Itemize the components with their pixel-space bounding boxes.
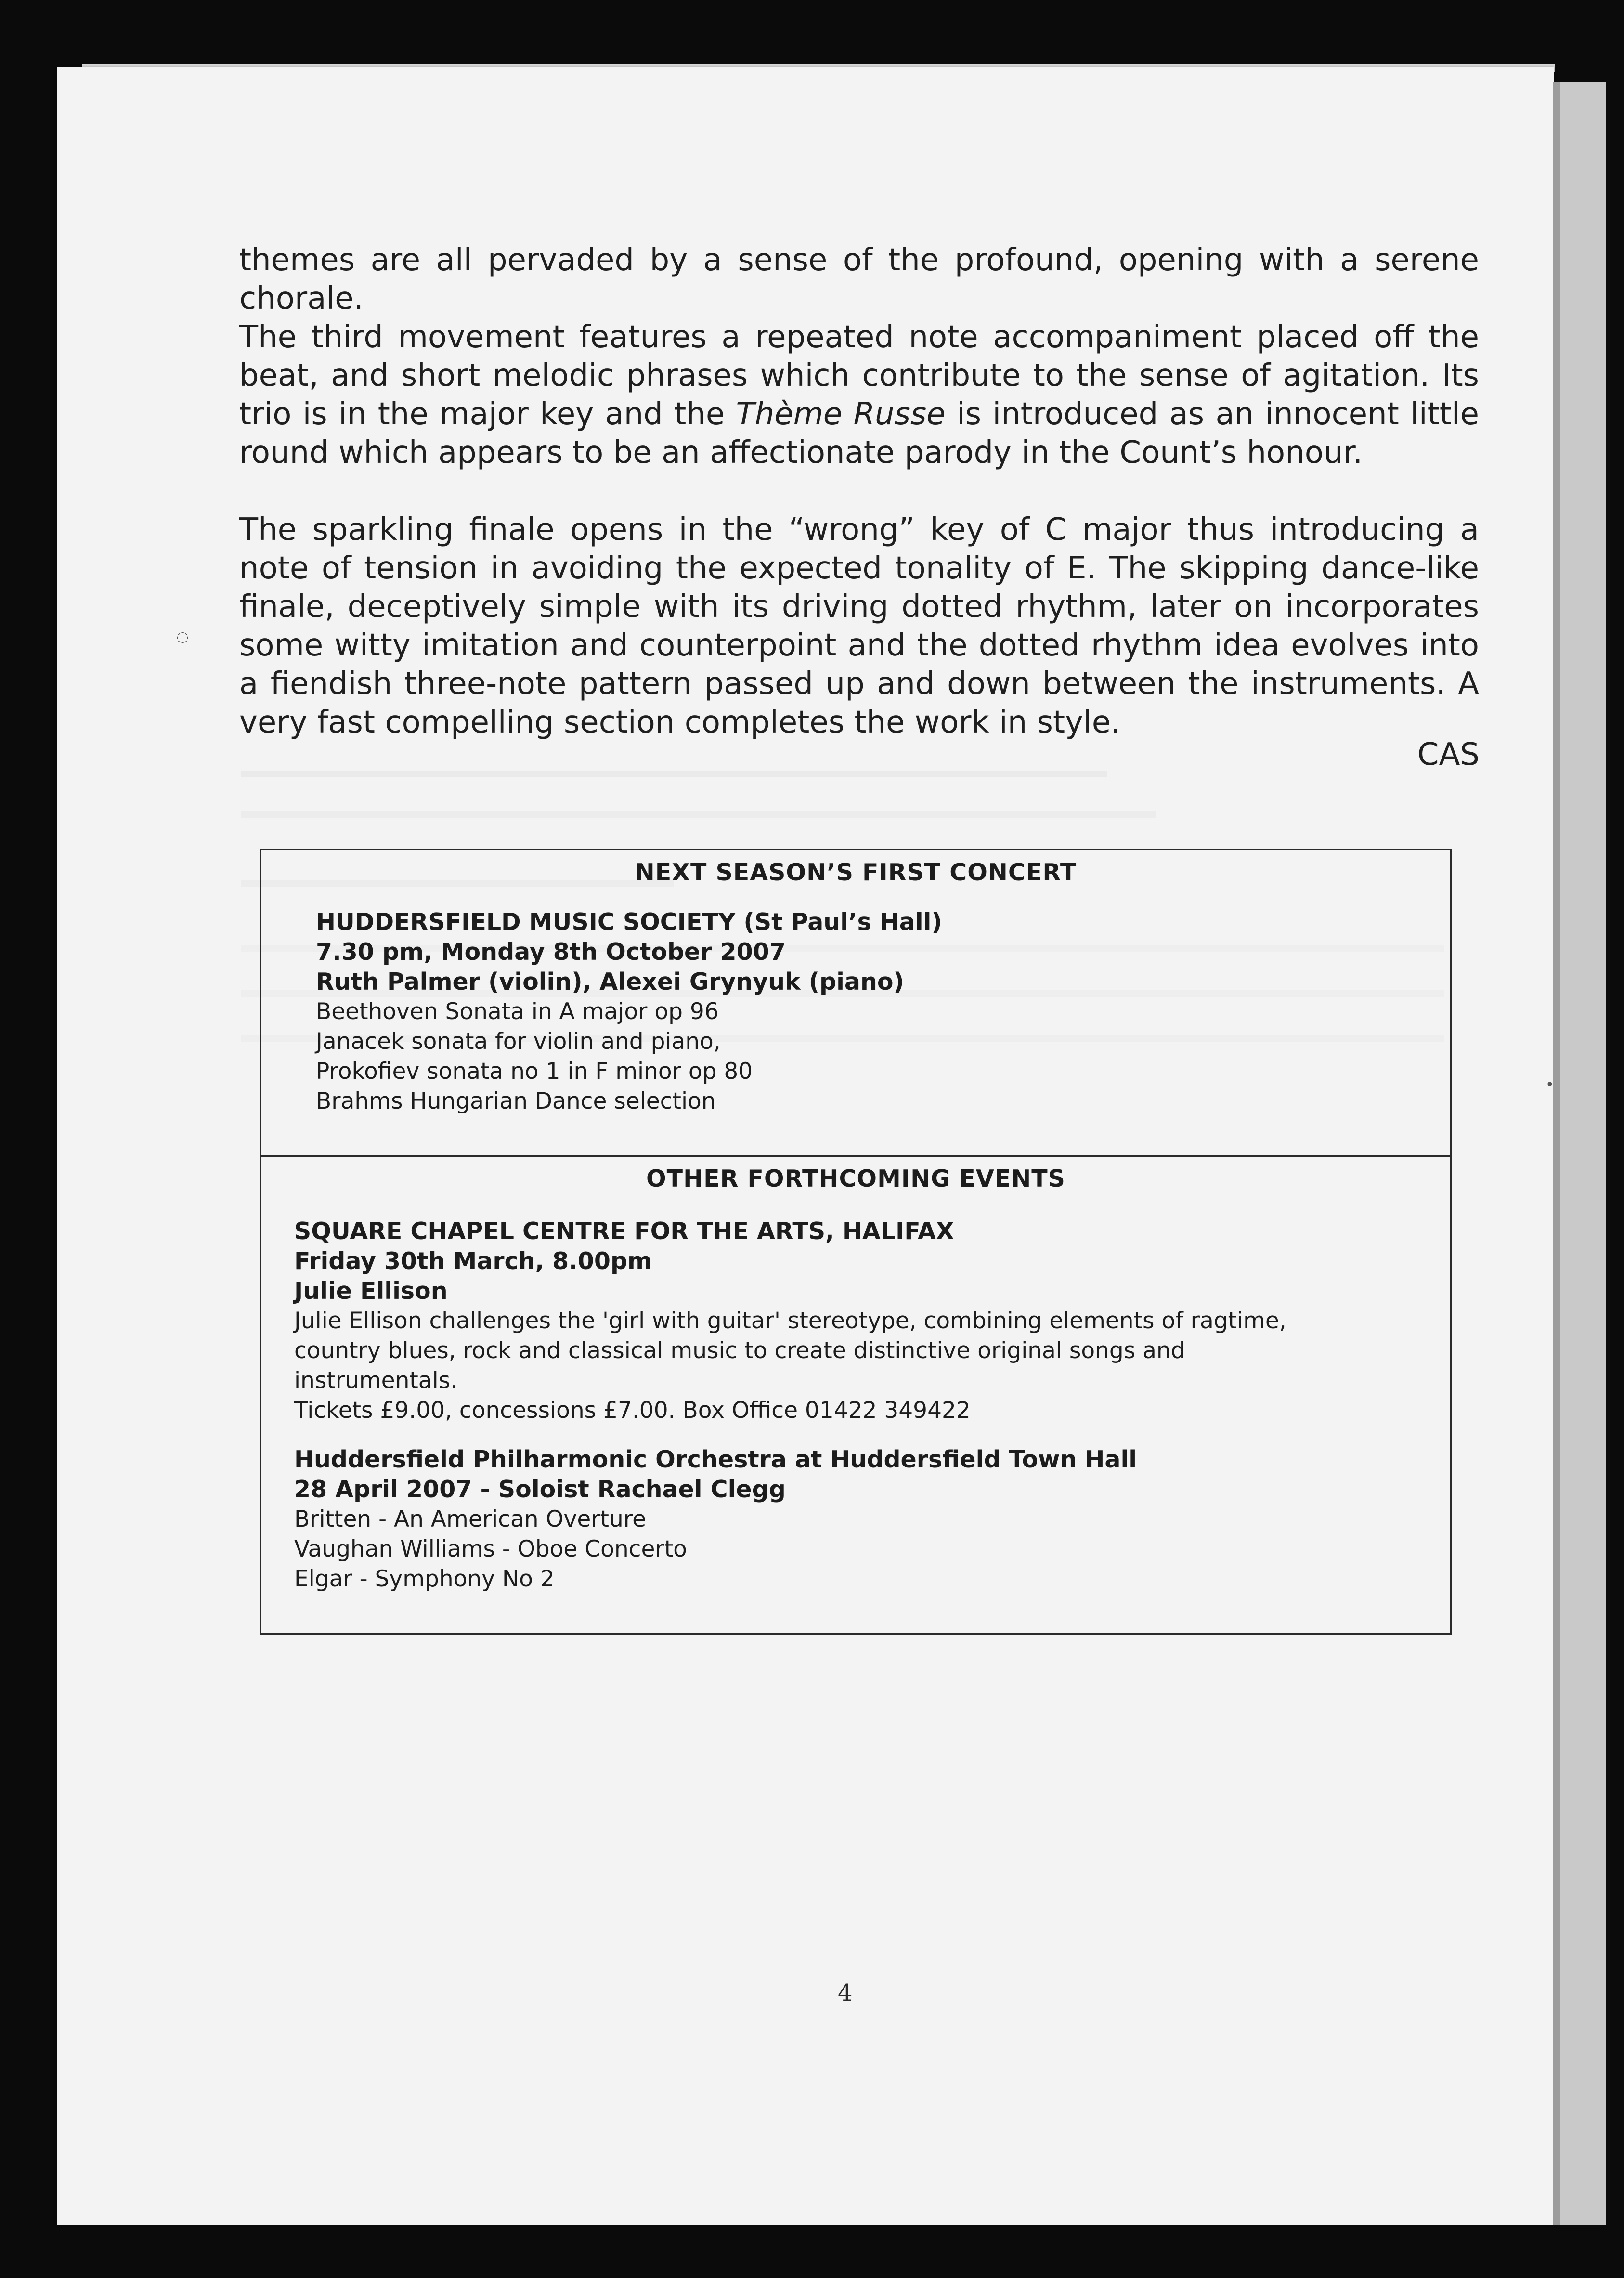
programme-item: Beethoven Sonata in A major op 96 [316,998,719,1025]
event-1-venue: SQUARE CHAPEL CENTRE FOR THE ARTS, HALIFAX [294,1218,954,1245]
event-1 [294,1217,1450,1426]
event-1-description-line: country blues, rock and classical music to create distinctive original songs and [294,1337,1185,1364]
event-2-programme-item: Vaughan Williams - Oboe Concerto [294,1536,687,1562]
article-paragraph-2 [239,318,1479,472]
programme-item: Brahms Hungarian Dance selection [316,1088,716,1114]
event-1-tickets: Tickets £9.00, concessions £7.00. Box Office 01422 349422 [294,1397,971,1424]
author-signature: CAS [1417,737,1480,772]
event-1-datetime: Friday 30th March, 8.00pm [294,1247,652,1275]
page-edge-shadow [1553,82,1560,2225]
page-number: 4 [838,1979,853,2006]
theme-russe-italic: Thème Russe [736,396,946,432]
event-1-description-line: instrumentals. [294,1367,458,1394]
page-edge [1553,82,1606,2225]
article-text [239,241,1479,742]
next-concert-venue: HUDDERSFIELD MUSIC SOCIETY (St Paul’s Hall) [316,908,942,936]
next-concert-details [316,907,1450,1116]
event-1-performer: Julie Ellison [294,1277,448,1305]
event-2 [294,1445,1450,1594]
next-concert-performers: Ruth Palmer (violin), Alexei Grynyuk (piano) [316,968,904,995]
event-2-datetime: 28 April 2007 - Soloist Rachael Clegg [294,1476,786,1503]
other-events-box [260,1155,1452,1635]
paper-speck: ◌ [176,628,189,645]
article-paragraph-1: themes are all pervaded by a sense of the profound, opening with a serene chorale. [239,242,1479,316]
next-concert-box [260,849,1452,1157]
paper-speck: • [1546,1076,1554,1093]
article-paragraph-3: The sparkling finale opens in the “wrong” key of C major thus introducing a note of tension in avoiding the expected tonality of E. The skipping dance-like finale, deceptively simple with its driving dotted rhythm, later on incorporates some witty imitation and counterpoint and the dotted rhythm idea evolves into a fiendish three-note pattern passed up and down between the instruments. A very fast compelling section completes the work in style. [239,512,1479,740]
event-2-venue: Huddersfield Philharmonic Orchestra at Huddersfield Town Hall [294,1446,1137,1473]
event-1-description-line: Julie Ellison challenges the 'girl with guitar' stereotype, combining elements of ragtime, [294,1308,1286,1334]
next-concert-title: NEXT SEASON’S FIRST CONCERT [635,859,1077,886]
programme-item: Prokofiev sonata no 1 in F minor op 80 [316,1058,753,1085]
paragraph-2-end: is introduced as an innocent little round which appears to be an affectionate parody in the Count’s honour. [239,396,1480,471]
other-events-title: OTHER FORTHCOMING EVENTS [646,1165,1065,1192]
paragraph-2-start: The third movement features a repeated note accompaniment placed off the beat, and short melodic phrases which contribute to the sense of agitation. Its trio is in the major key and the [239,319,1479,432]
event-2-programme-item: Elgar - Symphony No 2 [294,1566,555,1592]
programme-item: Janacek sonata for violin and piano, [316,1028,721,1055]
event-2-programme-item: Britten - An American Overture [294,1506,646,1532]
next-concert-datetime: 7.30 pm, Monday 8th October 2007 [316,938,786,966]
